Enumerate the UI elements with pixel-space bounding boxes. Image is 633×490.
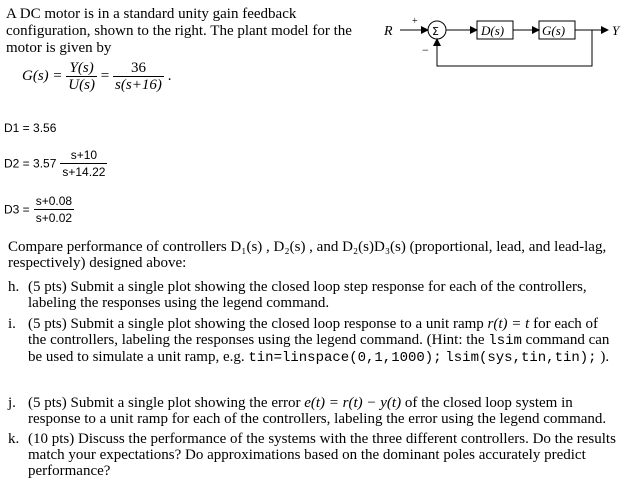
controller-d3-frac [34,193,74,226]
plant-num: 36 [113,60,164,77]
block-g-label: G(s) [542,23,566,38]
question-i-text-c: command can be used to simulate a unit ramp, e.g. [28,332,610,365]
controller-d2-den: s+14.22 [62,165,106,179]
question-i [8,316,620,366]
question-j [8,395,620,427]
block-diagram [378,4,628,74]
question-j-text-a: (5 pts) Submit a single plot showing the error [28,395,305,411]
question-i-text-a: (5 pts) Submit a single plot showing the closed loop response to a unit ramp [28,316,488,332]
controller-d1: D1 = 3.56 [4,121,57,135]
sum-symbol: Σ [432,25,439,38]
controller-d2 [4,147,107,180]
plant-ratio-num: Y(s) [66,60,97,77]
question-i-text [28,316,620,366]
plant-ratio-den: U(s) [68,77,95,93]
question-i-text-b: for each of the controllers, labeling the responses using the legend command. (Hint: the [28,316,599,348]
question-i-code-lsim-call: lsim(sys,tin,tin); [445,350,597,366]
controller-d3-den: s+0.02 [35,211,73,225]
question-j-math: e(t) = r(t) − y(t) [304,395,402,411]
question-k [8,431,620,479]
plant-eq2: = [100,68,110,84]
question-i-label: i. [8,316,16,332]
question-j-text-b: of the closed loop system in response to a unit ramp for each of the controllers, labeling the error using the legend command. [28,395,607,427]
question-j-label: j. [8,395,16,411]
question-i-code-linspace: tin=linspace(0,1,1000); [248,350,442,366]
plant-transfer [113,60,164,93]
compare-paragraph: Compare performance of controllers D₁(s) , D₂(s) , and D₂(s)D₃(s) (proportional, lead, and lead-lag, respectively) designed above: [8,239,607,271]
question-i-code-lsim: lsim [488,333,522,349]
plant-lhs: G(s) = [22,68,63,84]
block-d-label: D(s) [481,23,505,38]
output-label: Y [612,23,620,38]
feedback-path [437,30,592,66]
plant-ratio [66,60,97,93]
controller-d3-label: D3 = [4,202,30,217]
question-i-text-d: ). [596,349,610,365]
controller-d3-num: s+0.08 [35,194,73,208]
input-label: R [384,24,393,39]
plus-sign: + [412,16,418,27]
plant-period: . [167,68,172,84]
controller-d2-label: D2 = 3.57 [4,156,57,171]
question-j-text [28,395,620,427]
question-i-math: r(t) = t [487,316,530,332]
question-h-label: h. [8,279,20,295]
minus-sign: − [422,43,429,57]
plant-equation [22,60,222,100]
question-k-text: (10 pts) Discuss the performance of the systems with the three different controllers. Do the results match your expectations? Do approximations based on the dominant poles accurately predict performance? [28,431,616,479]
intro-paragraph: A DC motor is in a standard unity gain feedback configuration, shown to the right. The plant model for the motor is given by [6,6,352,56]
question-h [8,279,620,311]
controller-d2-frac [60,147,107,180]
question-k-label: k. [8,431,20,447]
controller-d2-num: s+10 [60,147,107,164]
question-h-text: (5 pts) Submit a single plot showing the closed loop step response for each of the controllers, labeling the responses using the legend command. [28,279,587,311]
controller-d3 [4,193,74,226]
plant-den: s(s+16) [115,77,162,93]
